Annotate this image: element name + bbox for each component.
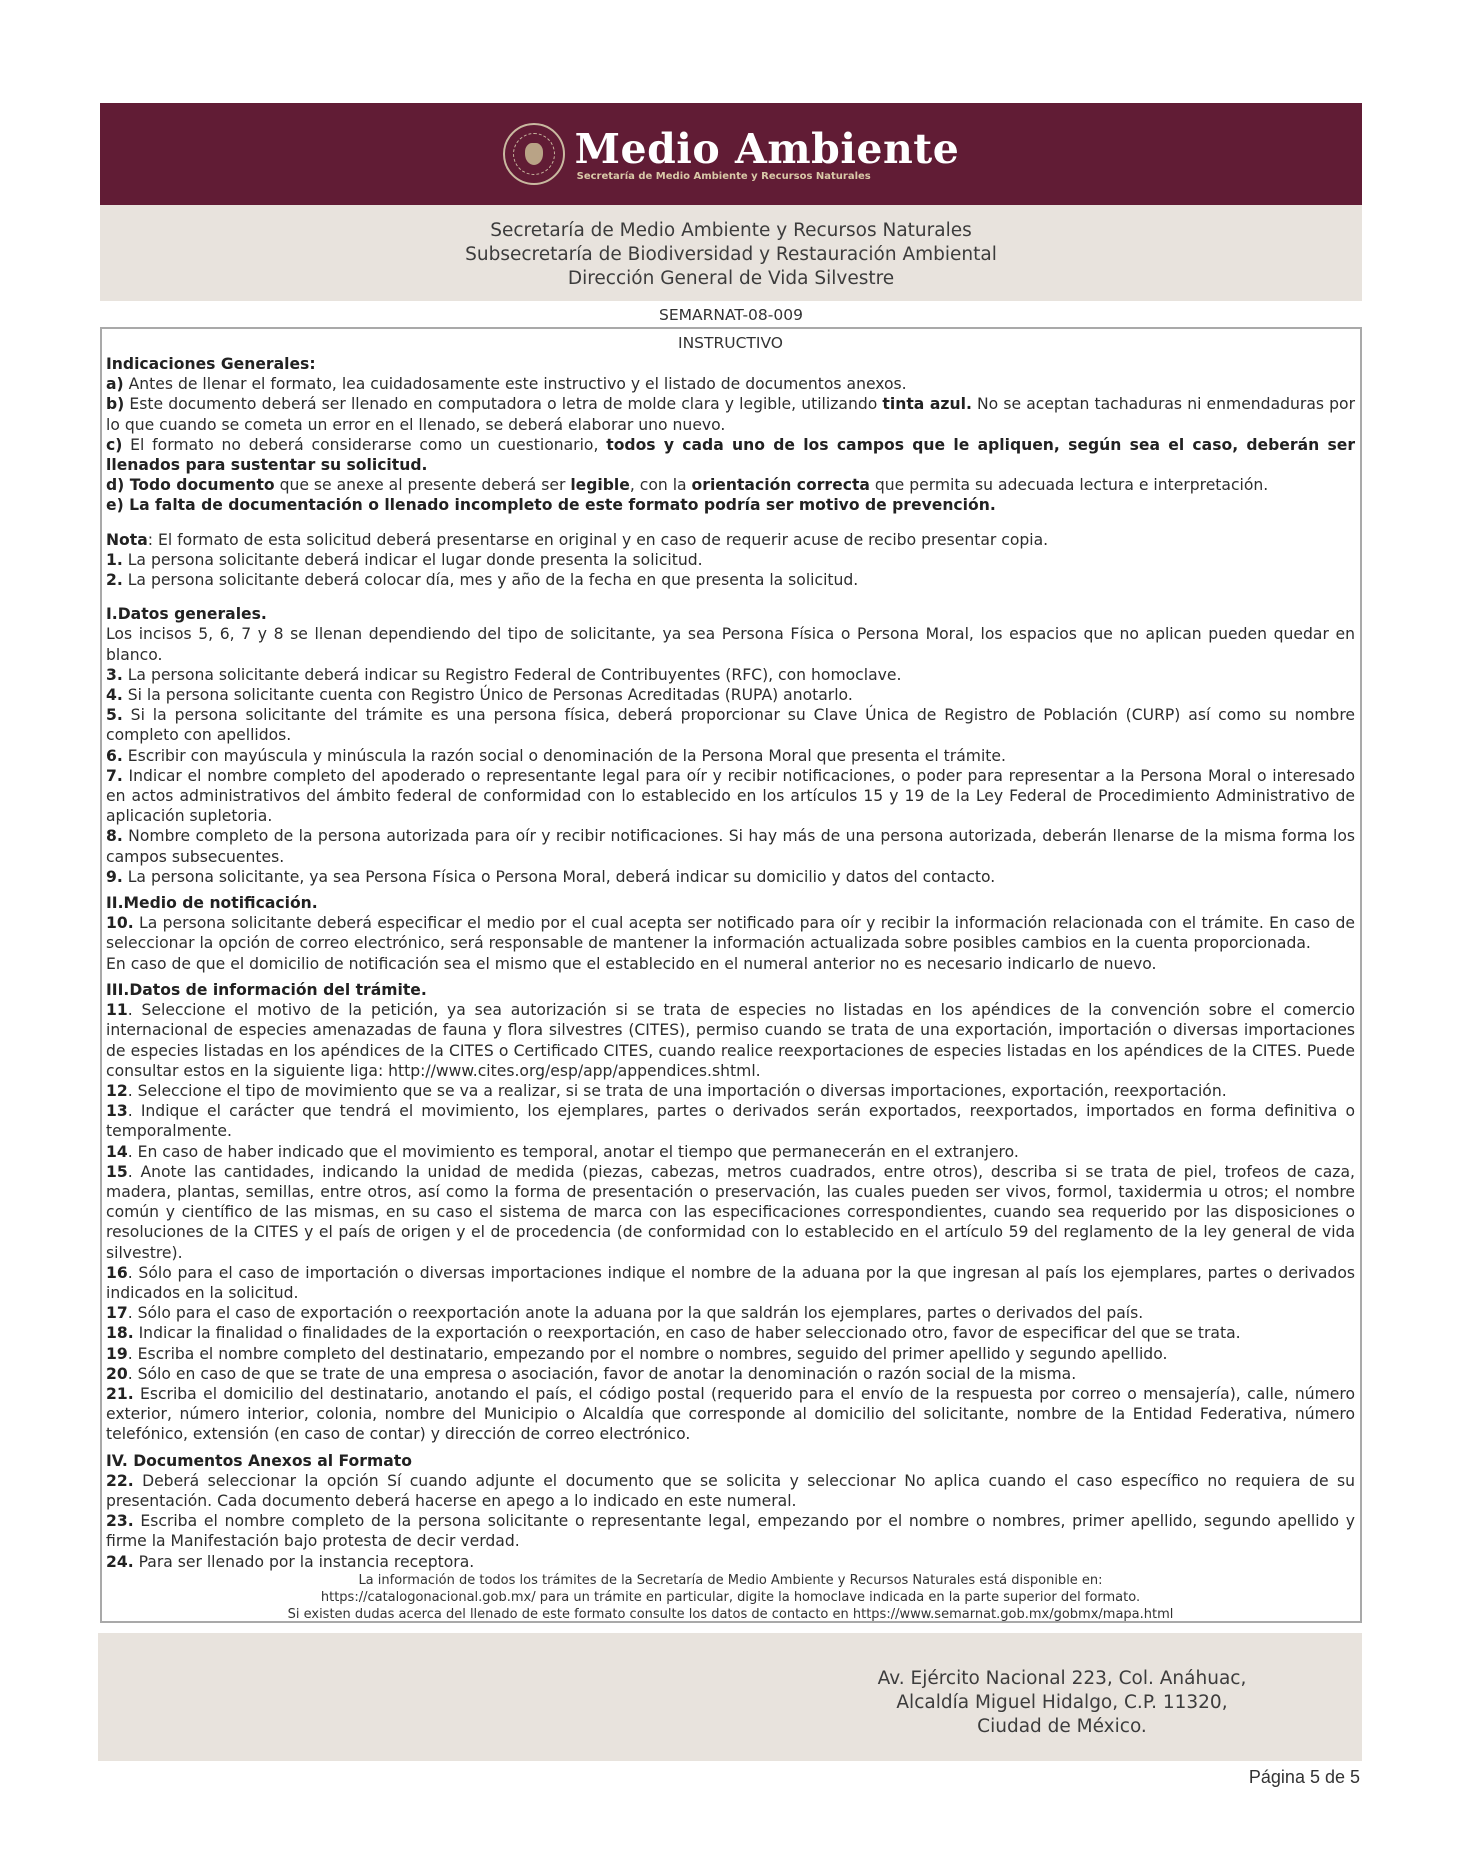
instruction-item: 7. Indicar el nombre completo del apoderado o representante legal para oír y recibir notificaciones, o poder para representar a la Persona Moral o interesado en actos administrativos del ámbito federal de conformidad con lo establecido en los artículos 15 y 19 de la Ley Federal de Procedimiento Administrativo de aplicación supletoria. xyxy=(106,766,1355,826)
instruction-item-2: 2. La persona solicitante deberá colocar día, mes y año de la fecha en que presenta la solicitud. xyxy=(106,571,859,590)
section-2-note: En caso de que el domicilio de notificación sea el mismo que el establecido en el numeral anterior no es necesario indicarlo de nuevo. xyxy=(106,954,1157,973)
instructivo-title: INSTRUCTIVO xyxy=(678,334,783,352)
agency-line-1: Secretaría de Medio Ambiente y Recursos Naturales xyxy=(490,220,972,241)
instruction-item: 9. La persona solicitante, ya sea Persona Física o Persona Moral, deberá indicar su domicilio y datos del contacto. xyxy=(106,867,996,886)
agency-line-2: Subsecretaría de Biodiversidad y Restauración Ambiental xyxy=(465,244,997,265)
instruction-item: 23. Escriba el nombre completo de la persona solicitante o representante legal, empezando por el nombre o nombres, primer apellido, segundo apellido y firme la Manifestación bajo protesta de decir verdad. xyxy=(106,1512,1355,1551)
footnote-line-3: Si existen dudas acerca del llenado de este formato consulte los datos de contacto en https://www.semarnat.gob.mx/gobmx/mapa.html xyxy=(287,1606,1174,1622)
instruction-item: 19. Escriba el nombre completo del destinatario, empezando por el nombre o nombres, seguido del primer apellido y segundo apellido. xyxy=(106,1344,1168,1363)
instruction-item: 13. Indique el carácter que tendrá el movimiento, los ejemplares, partes o derivados serán exportados, reexportados, importados en forma definitiva o temporalmente. xyxy=(106,1102,1355,1141)
instruction-item: 10. La persona solicitante deberá especificar el medio por el cual acepta ser notificado para oír y recibir la información relacionada con el trámite. En caso de seleccionar la opción de correo electrónico, será responsable de mantener la información actualizada sobre posibles cambios en la cuenta proporcionada. xyxy=(106,914,1355,953)
indicaciones-heading: Indicaciones Generales: xyxy=(106,355,316,373)
indicacion-e: e) La falta de documentación o llenado incompleto de este formato podría ser motivo de prevención. xyxy=(106,496,996,515)
address-line-1: Av. Ejército Nacional 223, Col. Anáhuac, xyxy=(877,1668,1247,1689)
page-number: Página 5 de 5 xyxy=(1248,1767,1360,1787)
instruction-item: 5. Si la persona solicitante del trámite es una persona física, deberá proporcionar su Clave Única de Registro de Población (CURP) así como su nombre completo con apellidos. xyxy=(106,706,1355,745)
instruction-item: 21. Escriba el domicilio del destinatario, anotando el país, el código postal (requerido para el envío de la respuesta por correo o mensajería), calle, número exterior, número interior, colonia, nombre del Municipio o Alcaldía que corresponde al domicilio del solicitante, nombre de la Entidad Federativa, número telefónico, extensión (en caso de contar) y dirección de correo electrónico. xyxy=(106,1384,1355,1444)
indicacion-a: a) Antes de llenar el formato, lea cuidadosamente este instructivo y el listado de documentos anexos. xyxy=(106,375,907,394)
address-line-2: Alcaldía Miguel Hidalgo, C.P. 11320, xyxy=(896,1692,1228,1713)
national-seal-icon xyxy=(503,123,565,185)
instruction-item: 12. Seleccione el tipo de movimiento que se va a realizar, si se trata de una importación o diversas importaciones, exportación, reexportación. xyxy=(106,1081,1227,1100)
footnote-line-2: https://catalogonacional.gob.mx/ para un trámite en particular, digite la homoclave indicada en la parte superior del formato. xyxy=(320,1589,1141,1605)
brand-subtitle: Secretaría de Medio Ambiente y Recursos Naturales xyxy=(576,170,871,182)
instruction-item: 11. Seleccione el motivo de la petición, ya sea autorización si se trata de especies no listadas en los apéndices de la convención sobre el comercio internacional de especies amenazadas de fauna y flora silvestres (CITES), permiso cuando se trata de una exportación, importación o diversas importaciones de especies listadas en los apéndices de la CITES o Certificado CITES, cuando realice reexportaciones de especies listadas en los apéndices de la CITES. Puede consultar estos en la siguiente liga: http://www.cites.org/esp/app/appendices.shtml. xyxy=(106,1001,1355,1080)
instruction-item: 6. Escribir con mayúscula y minúscula la razón social o denominación de la Persona Moral que presenta el trámite. xyxy=(106,746,1006,765)
footer xyxy=(98,1633,1362,1761)
instruction-item: 24. Para ser llenado por la instancia receptora. xyxy=(106,1552,475,1571)
instruction-item: 8. Nombre completo de la persona autorizada para oír y recibir notificaciones. Si hay más de una persona autorizada, deberán llenarse de la misma forma los campos subsecuentes. xyxy=(106,827,1355,866)
section-4-heading: IV. Documentos Anexos al Formato xyxy=(106,1451,412,1470)
section-1-heading: I.Datos generales. xyxy=(106,605,267,624)
logo xyxy=(503,123,960,185)
indicacion-b: b) Este documento deberá ser llenado en computadora o letra de molde clara y legible, utilizando tinta azul. No se aceptan tachaduras ni enmendaduras por lo que cuando se cometa un error en el llenado, se deberá elaborar uno nuevo. xyxy=(106,395,1355,434)
form-code: SEMARNAT-08-009 xyxy=(659,306,803,324)
address-line-3: Ciudad de México. xyxy=(977,1716,1147,1737)
header-banner xyxy=(100,103,1362,205)
section-1-intro: Los incisos 5, 6, 7 y 8 se llenan dependiendo del tipo de solicitante, ya sea Persona Física o Persona Moral, los espacios que no aplican pueden quedar en blanco. xyxy=(106,625,1355,664)
instruction-item: 20. Sólo en caso de que se trate de una empresa o asociación, favor de anotar la denominación o razón social de la misma. xyxy=(106,1364,1077,1383)
instruction-item: 3. La persona solicitante deberá indicar su Registro Federal de Contribuyentes (RFC), con homoclave. xyxy=(106,665,902,684)
footnote xyxy=(106,1572,1355,1623)
agency-header xyxy=(100,205,1362,301)
section-3-heading: III.Datos de información del trámite. xyxy=(106,980,427,999)
instructions-box xyxy=(100,327,1362,1623)
agency-line-3: Dirección General de Vida Silvestre xyxy=(567,268,895,289)
instruction-item: 4. Si la persona solicitante cuenta con Registro Único de Personas Acreditadas (RUPA) anotarlo. xyxy=(106,686,853,705)
address xyxy=(832,1667,1292,1739)
instruction-item: 15. Anote las cantidades, indicando la unidad de medida (piezas, cabezas, metros cuadrados, entre otros), describa si se trata de piel, trofeos de caza, madera, plantas, semillas, entre otros, así como la forma de presentación o preservación, las cuales pueden ser vivos, formol, taxidermia u otros; el nombre común y científico de las mismas, en su caso el sistema de marca con las especificaciones correspondientes, cuando sea requerido por las disposiciones o resoluciones de la CITES y el país de origen y el de procedencia (de conformidad con lo establecido en el artículo 59 del reglamento de la ley general de vida silvestre). xyxy=(106,1162,1355,1262)
instruction-item: 18. Indicar la finalidad o finalidades de la exportación o reexportación, en caso de haber seleccionado otro, favor de especificar del que se trata. xyxy=(106,1324,1241,1343)
instruction-item-1: 1. La persona solicitante deberá indicar el lugar donde presenta la solicitud. xyxy=(106,550,703,569)
section-2-heading: II.Medio de notificación. xyxy=(106,894,318,913)
instruction-item: 14. En caso de haber indicado que el movimiento es temporal, anotar el tiempo que permanecerán en el extranjero. xyxy=(106,1142,1019,1161)
instructions-body xyxy=(106,354,1355,1572)
indicacion-c: c) El formato no deberá considerarse como un cuestionario, todos y cada uno de los campos que le apliquen, según sea el caso, deberán ser llenados para sustentar su solicitud. xyxy=(106,435,1356,475)
instruction-item: 17. Sólo para el caso de exportación o reexportación anote la aduana por la que saldrán los ejemplares, partes o derivados del país. xyxy=(106,1304,1144,1323)
footnote-line-1: La información de todos los trámites de la Secretaría de Medio Ambiente y Recursos Naturales está disponible en: xyxy=(358,1572,1103,1588)
brand-name: Medio Ambiente xyxy=(574,124,960,173)
indicacion-d: d) Todo documento que se anexe al presente deberá ser legible, con la orientación correcta que permita su adecuada lectura e interpretación. xyxy=(106,476,1269,495)
instruction-item: 16. Sólo para el caso de importación o diversas importaciones indique el nombre de la aduana por la que ingresan al país los ejemplares, partes o derivados indicados en la solicitud. xyxy=(106,1263,1355,1302)
nota: Nota: El formato de esta solicitud deberá presentarse en original y en caso de requerir acuse de recibo presentar copia. xyxy=(106,530,1049,549)
instruction-item: 22. Deberá seleccionar la opción Sí cuando adjunte el documento que se solicita y seleccionar No aplica cuando el caso específico no requiera de su presentación. Cada documento deberá hacerse en apego a lo indicado en este numeral. xyxy=(106,1471,1355,1510)
